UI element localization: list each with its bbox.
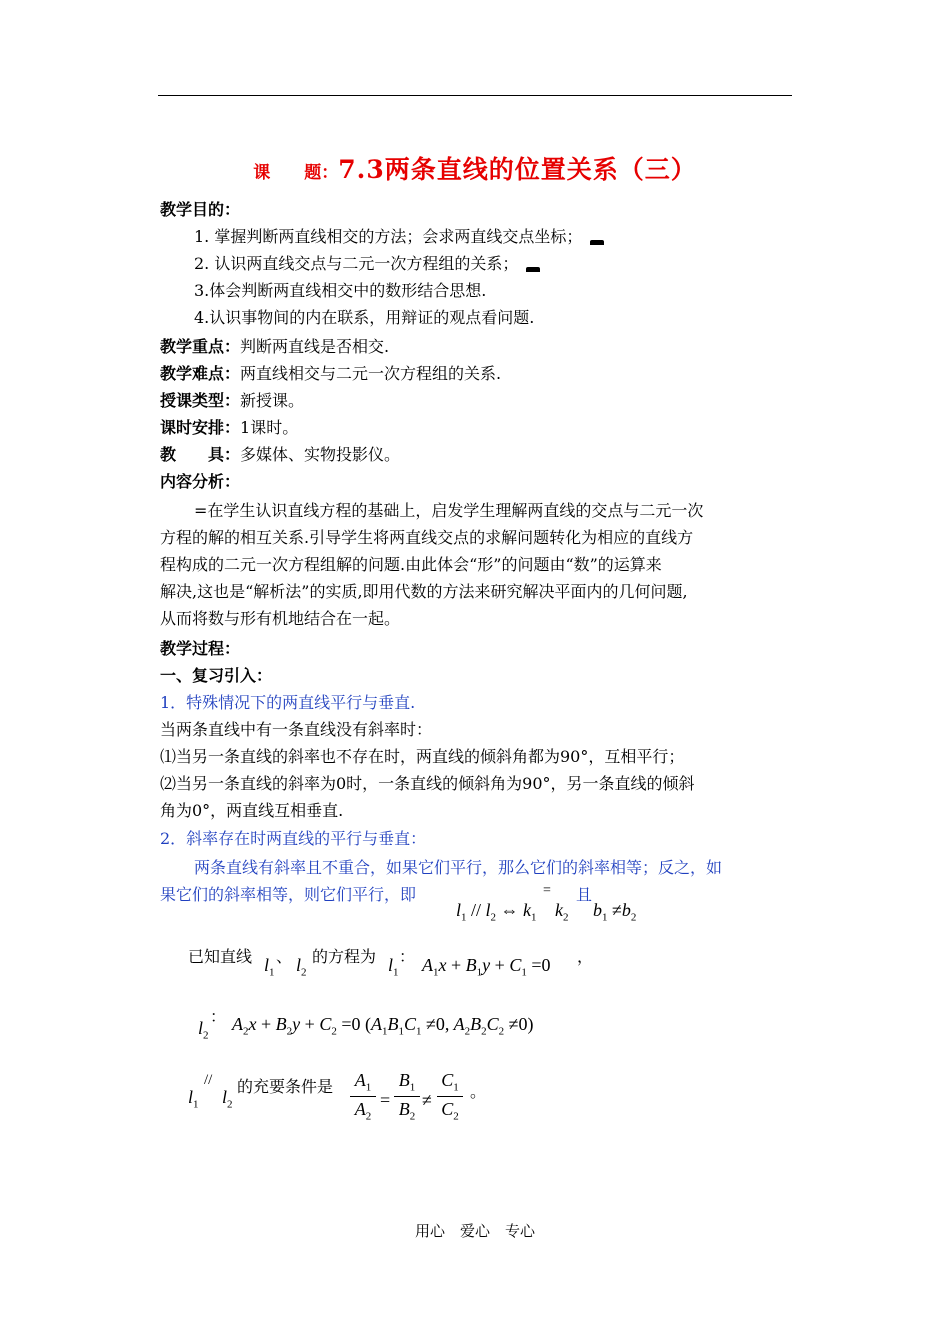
comma: ，	[577, 947, 594, 966]
l1-symbol: $l_1$	[264, 955, 275, 979]
parallel-paragraph: 两条直线有斜率且不重合，如果它们平行，那么它们的斜率相等；反之，如	[194, 858, 723, 877]
l2-symbol: $l_2$	[222, 1087, 233, 1111]
l2-symbol: $l_2$	[198, 1018, 209, 1042]
analysis-line: 从而将数与形有机地结合在一起。	[160, 609, 401, 628]
case-2-cont: 角为0°，两直线互相垂直.	[160, 801, 344, 820]
condition-text: 的充要条件是	[237, 1077, 334, 1096]
l1-symbol: $l_1$	[388, 955, 399, 979]
colon: ：	[399, 947, 416, 966]
parallel-paragraph-cont: 果它们的斜率相等，则它们平行，即	[160, 885, 417, 904]
dun-mark: 、	[276, 947, 293, 966]
section-heading: 一、复习引入：	[160, 666, 273, 685]
l1-symbol: $l_1$	[188, 1087, 199, 1111]
analysis-line: 方程的解的相互关系.引导学生将两直线交点的求解问题转化为相应的直线方	[160, 528, 694, 547]
page-footer: 用心 爱心 专心	[414, 1222, 535, 1240]
title-prefix: 课 题：	[253, 163, 339, 183]
difficulty: 教学难点：两直线相交与二元一次方程组的关系.	[160, 364, 502, 383]
parallel-symbol: //	[204, 1072, 213, 1088]
analysis-label: 内容分析：	[160, 472, 241, 491]
equation-of: 的方程为	[312, 947, 377, 966]
edit-mark-icon	[526, 267, 540, 272]
colon: ：	[210, 1007, 227, 1026]
analysis-line: 程构成的二元一次方程组解的问题.由此体会“形”的问题由“数”的运算来	[160, 555, 662, 574]
fraction-b: $B_1$ $B_2$	[394, 1070, 420, 1122]
l2-symbol: $l_2$	[296, 955, 307, 979]
case-1: ⑴当另一条直线的斜率也不存在时，两直线的倾斜角都为90°，互相平行；	[160, 747, 685, 766]
lesson-type: 授课类型：新授课。	[160, 391, 305, 410]
process-label: 教学过程：	[160, 639, 241, 658]
edit-mark-icon	[590, 240, 604, 245]
not-equal-sign: ≠	[422, 1090, 432, 1110]
equals-sign: =	[380, 1090, 391, 1110]
case-intro: 当两条直线中有一条直线没有斜率时：	[160, 720, 433, 739]
key-point: 教学重点：判断两直线是否相交.	[160, 337, 390, 356]
parallel-formula-k2: $k_2$	[555, 900, 569, 924]
objectives-label: 教学目的：	[160, 200, 241, 219]
l1-equation: $A_1x + B_1y + C_1 =0$	[422, 955, 551, 979]
parallel-formula-b: $b_1 \ne b_2$	[593, 900, 637, 924]
analysis-line: 解决,这也是“解析法”的实质,即用代数的方法来研究解决平面内的几何问题,	[160, 582, 688, 601]
parallel-formula: $l_1 // l_2$ ⇔ $k_1$	[456, 900, 537, 924]
known-text: 已知直线	[188, 947, 253, 966]
page-title	[0, 150, 950, 186]
analysis-line: =在学生认识直线方程的基础上，启发学生理解两直线的交点与二元一次	[194, 501, 704, 520]
period: 。	[470, 1082, 487, 1101]
objective-item: 3.体会判断两直线相交中的数形结合思想.	[194, 281, 487, 300]
equals-sign: =	[543, 883, 551, 898]
objective-item: 2. 认识两直线交点与二元一次方程组的关系；	[194, 252, 540, 276]
top-rule	[158, 95, 792, 96]
and-word: 且	[576, 885, 593, 904]
objective-item: 1. 掌握判断两直线相交的方法；会求两直线交点坐标；	[194, 225, 604, 249]
fraction-c: $C_1$ $C_2$	[437, 1070, 463, 1122]
schedule: 课时安排：1课时。	[160, 418, 299, 437]
case-2: ⑵当另一条直线的斜率为0时，一条直线的倾斜角为90°，另一条直线的倾斜	[160, 774, 695, 793]
fraction-a: $A_1$ $A_2$	[350, 1070, 376, 1122]
l2-equation: $A_2x + B_2y + C_2 =0$ ($A_1B_1C_1 \ne 0$, $A_2B_2C_2 \ne 0$)	[232, 1014, 534, 1038]
title-main: 7.3两条直线的位置关系（三）	[338, 155, 697, 184]
objective-item: 4.认识事物间的内在联系，用辩证的观点看问题.	[194, 308, 535, 327]
subsection-heading: 1．特殊情况下的两直线平行与垂直.	[160, 693, 416, 712]
tools: 教 具：多媒体、实物投影仪。	[160, 445, 401, 464]
subsection-heading: 2．斜率存在时两直线的平行与垂直：	[160, 829, 427, 848]
